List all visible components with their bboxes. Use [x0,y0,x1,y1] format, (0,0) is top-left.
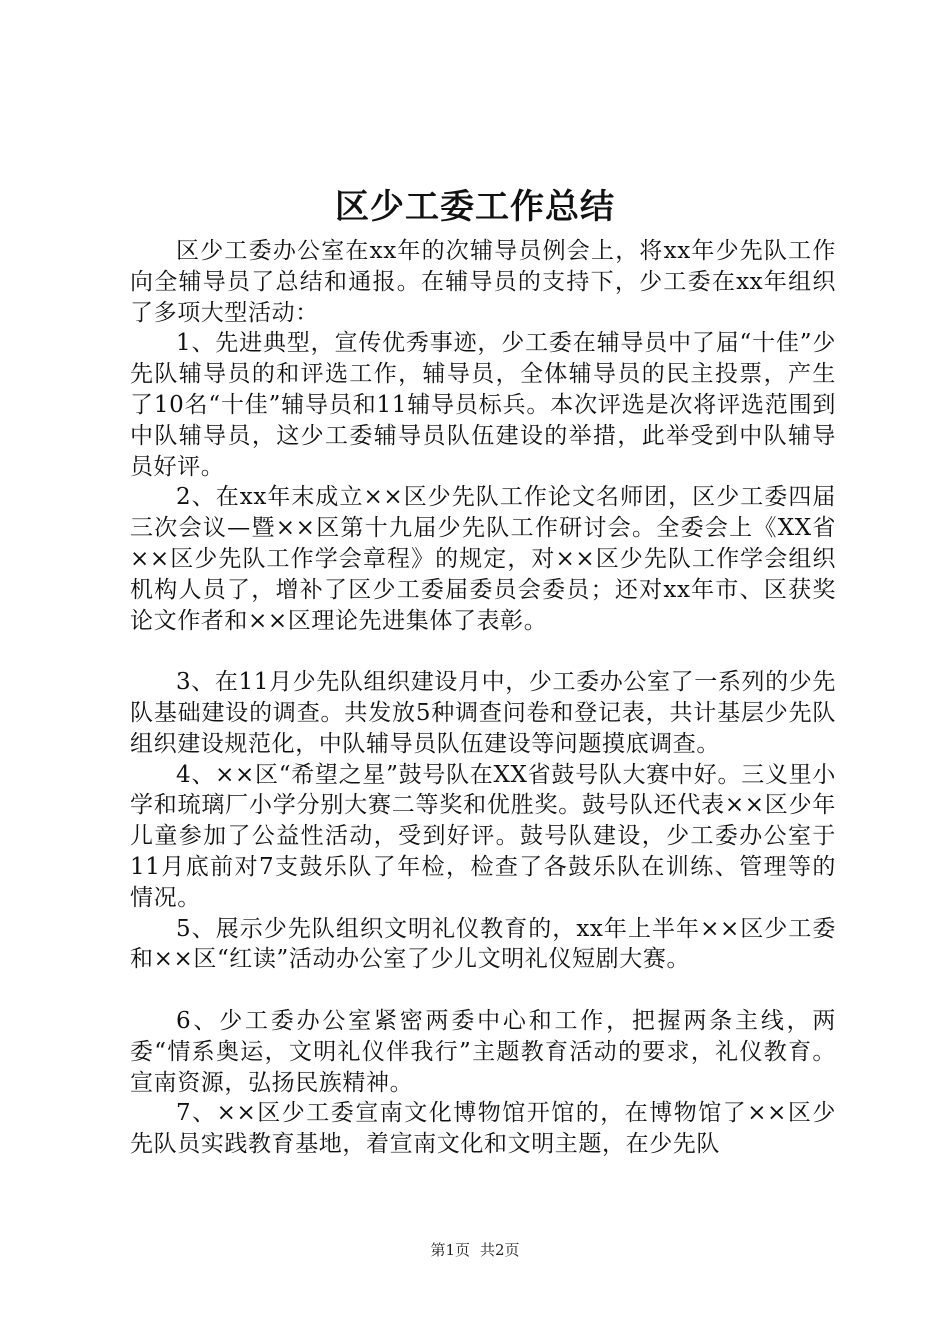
page-total: 共2页 [480,1241,520,1259]
paragraph-item-3: 3、在11月少先队组织建设月中，少工委办公室了一系列的少先队基础建设的调查。共发放5种调查问卷和登记表，共计基层少先队组织建设规范化，中队辅导员队伍建设等问题摸底调查。 [130,669,836,757]
paragraph-item-4: 4、××区“希望之星”鼓号队在XX省鼓号队大赛中好。三义里小学和琉璃厂小学分别大赛二等奖和优胜奖。鼓号队还代表××区少年儿童参加了公益性活动，受到好评。鼓号队建设，少工委办公室于11月底前对7支鼓乐队了年检，检查了各鼓乐队在训练、管理等的情况。 [130,761,836,911]
paragraph-item-1: 1、先进典型，宣传优秀事迹，少工委在辅导员中了届“十佳”少先队辅导员的和评选工作，辅导员，全体辅导员的民主投票，产生了10名“十佳”辅导员和11辅导员标兵。本次评选是次将评选范围到中队辅导员，这少工委辅导员队伍建设的举措，此举受到中队辅导员好评。 [130,330,836,480]
paragraph-item-5: 5、展示少先队组织文明礼仪教育的，xx年上半年××区少工委和××区“红读”活动办公室了少儿文明礼仪短剧大赛。 [130,915,836,973]
page-number: 第1页 [430,1241,470,1259]
document-title: 区少工委工作总结 [335,187,615,227]
document-body [130,236,836,1160]
paragraph-item-7: 7、××区少工委宣南文化博物馆开馆的，在博物馆了××区少先队员实践教育基地，着宣南文化和文明主题，在少先队 [130,1100,836,1158]
paragraph-item-6: 6、少工委办公室紧密两委中心和工作，把握两条主线，两委“情系奥运，文明礼仪伴我行”主题教育活动的要求，礼仪教育。宣南资源，弘扬民族精神。 [130,1007,836,1096]
paragraph-item-2: 2、在xx年末成立××区少先队工作论文名师团，区少工委四届三次会议—暨××区第十九届少先队工作研讨会。全委会上《XX省××区少先队工作学会章程》的规定，对××区少先队工作学会组织机构人员了，增补了区少工委届委员会委员；还对xx年市、区获奖论文作者和××区理论先进集体了表彰。 [130,484,836,634]
paragraph-intro: 区少工委办公室在xx年的次辅导员例会上，将xx年少先队工作向全辅导员了总结和通报。在辅导员的支持下，少工委在xx年组织了多项大型活动： [130,238,836,326]
page-footer [0,1240,950,1260]
